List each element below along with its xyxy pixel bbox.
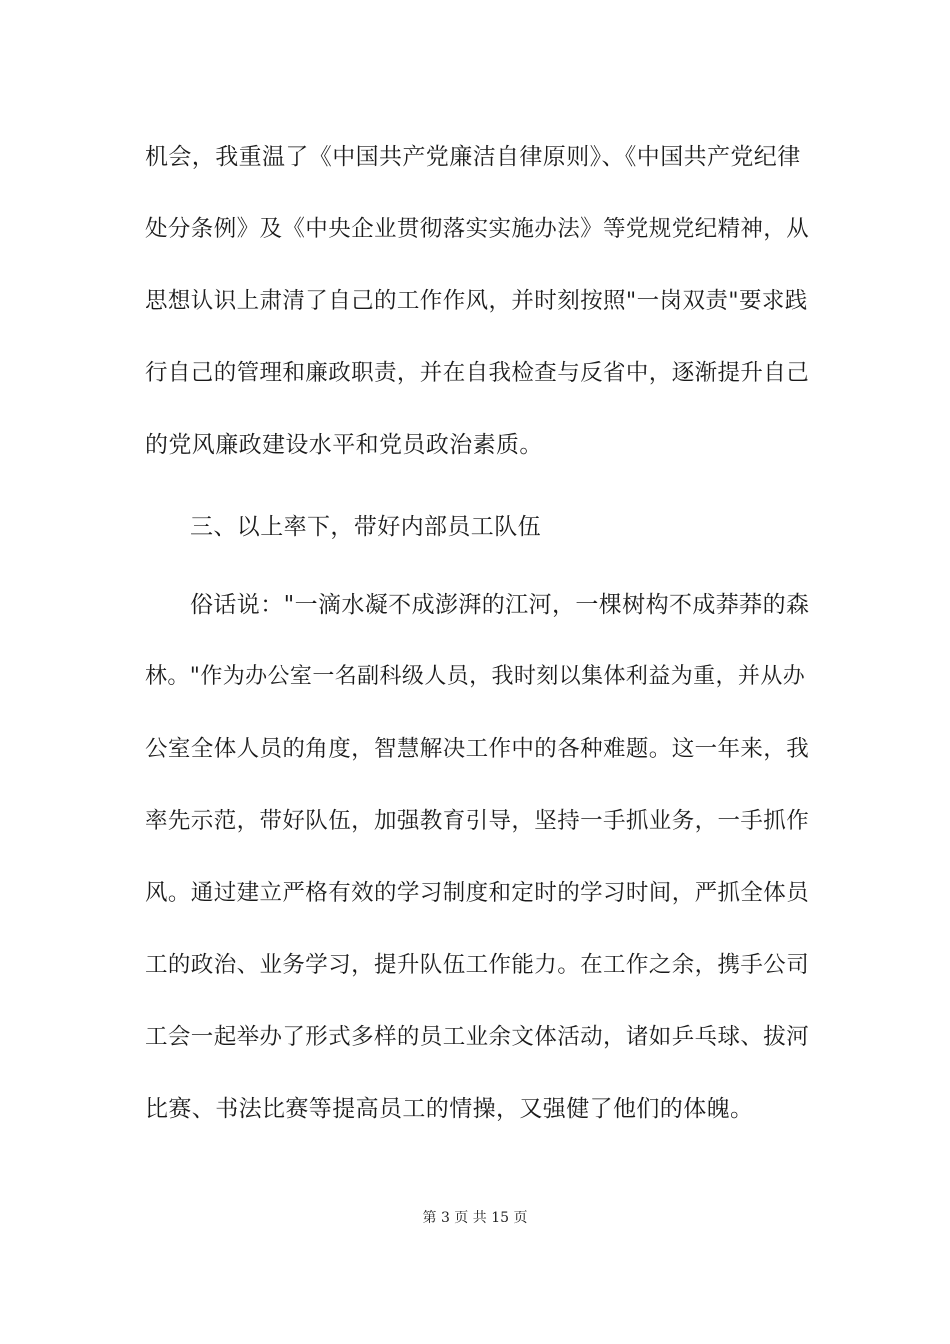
paragraph-line: 俗话说："一滴水凝不成澎湃的江河，一棵树构不成莽莽的森	[190, 592, 810, 618]
paragraph-line: 工的政治、业务学习，提升队伍工作能力。在工作之余，携手公司	[145, 952, 810, 978]
paragraph-line: 风。通过建立严格有效的学习制度和定时的学习时间，严抓全体员	[145, 880, 810, 906]
paragraph-line: 的党风廉政建设水平和党员政治素质。	[145, 432, 543, 458]
paragraph-line: 工会一起举办了形式多样的员工业余文体活动，诸如乒乓球、拔河	[145, 1024, 810, 1050]
paragraph-line: 比赛、书法比赛等提高员工的情操，又强健了他们的体魄。	[145, 1096, 754, 1122]
paragraph-line: 机会，我重温了《中国共产党廉洁自律原则》、《中国共产党纪律	[145, 144, 801, 170]
paragraph-line: 林。"作为办公室一名副科级人员，我时刻以集体利益为重，并从办	[145, 664, 806, 689]
paragraph-line: 行自己的管理和廉政职责，并在自我检查与反省中，逐渐提升自己	[145, 360, 810, 386]
page-number-label: 第 3 页 共 15 页	[422, 1210, 528, 1226]
paragraph-line: 思想认识上肃清了自己的工作作风，并时刻按照"一岗双责"要求践	[145, 288, 808, 314]
paragraph-line: 处分条例》及《中央企业贯彻落实实施办法》等党规党纪精神，从	[145, 216, 810, 242]
paragraph-line: 公室全体人员的角度，智慧解决工作中的各种难题。这一年来，我	[145, 736, 810, 762]
section-heading: 三、以上率下，带好内部员工队伍	[190, 514, 541, 540]
page-footer	[0, 1208, 950, 1228]
paragraph-line: 率先示范，带好队伍，加强教育引导，坚持一手抓业务，一手抓作	[145, 808, 810, 834]
